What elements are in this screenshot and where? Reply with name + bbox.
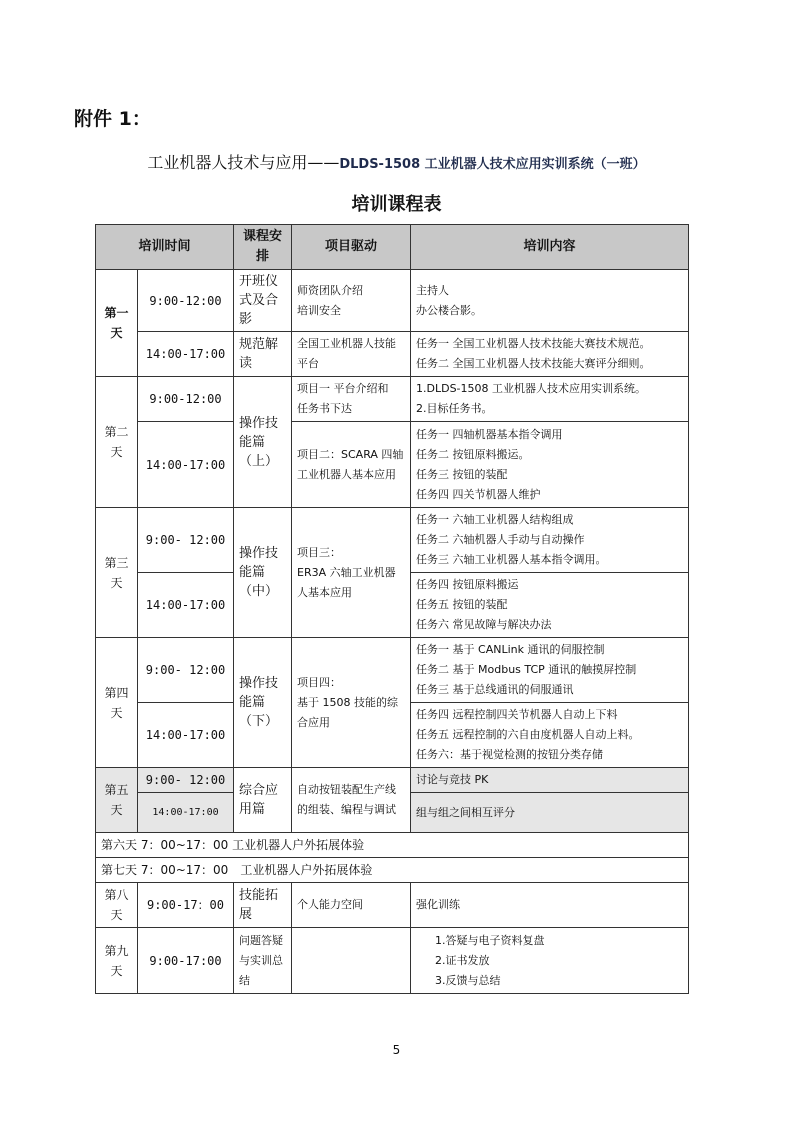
project-line: 基于 1508 技能的综: [297, 695, 399, 709]
project-line: 项目一 平台介绍和: [297, 382, 389, 395]
arrangement-cell: 操作技能篇（上）: [234, 377, 292, 508]
time-slot: 9:00- 12:00: [138, 638, 234, 703]
content-cell: [411, 638, 689, 703]
subtitle-regular: 工业机器人技术与应用——: [147, 153, 340, 172]
table-row: [96, 332, 689, 377]
content-cell: 强化训练: [411, 883, 689, 928]
day-label: 第八天: [96, 883, 138, 928]
arrangement-cell: 开班仪式及合影: [234, 270, 292, 332]
full-row-cell: 第七天 7：00~17：00 工业机器人户外拓展体验: [96, 858, 689, 883]
attachment-label: 附件 1：: [74, 108, 151, 130]
content-line: 任务一 基于 CANLink 通讯的伺服控制: [416, 643, 605, 656]
arrangement-cell: 操作技能篇（下）: [234, 638, 292, 768]
time-slot: 14:00-17:00: [138, 573, 234, 638]
table-row: [96, 508, 689, 573]
content-line: 任务五 远程控制的六自由度机器人自动上料。: [416, 728, 640, 741]
arrangement-cell: 技能拓展: [234, 883, 292, 928]
content-cell: [411, 508, 689, 573]
content-line: 任务二 全国工业机器人技术技能大赛评分细则。: [416, 357, 651, 370]
project-cell: 项目二：SCARA 四轴工业机器人基本应用: [292, 422, 411, 508]
content-line: 任务六：基于视觉检测的按钮分类存储: [416, 748, 604, 761]
table-row: [96, 928, 689, 994]
project-line: 任务书下达: [297, 402, 353, 415]
content-line: 办公楼合影。: [416, 303, 483, 317]
header-row: [96, 225, 689, 270]
project-line: 培训安全: [297, 303, 342, 317]
content-cell: [411, 377, 689, 422]
time-slot: 9:00-12:00: [138, 377, 234, 422]
table-row: [96, 768, 689, 793]
day-label: 第五天: [96, 768, 138, 833]
time-slot: 9:00- 12:00: [138, 768, 234, 793]
day-label: 第九天: [96, 928, 138, 994]
header-project: 项目驱动: [292, 225, 411, 270]
full-row-cell: 第六天 7：00~17：00 工业机器人户外拓展体验: [96, 833, 689, 858]
content-line: 任务五 按钮的装配: [416, 598, 508, 611]
content-line: 任务六 常见故障与解决办法: [416, 618, 552, 631]
schedule-table: [95, 224, 689, 994]
content-line: 任务二 基于 Modbus TCP 通讯的触摸屏控制: [416, 663, 637, 676]
arrangement-cell: 综合应用篇: [234, 768, 292, 833]
time-slot: 14:00-17:00: [138, 422, 234, 508]
project-line: 人基本应用: [297, 585, 353, 599]
time-slot: 9:00-17：00: [138, 883, 234, 928]
content-cell: [411, 270, 689, 332]
content-line: 主持人: [416, 283, 450, 297]
arrangement-cell: 问题答疑与实训总结: [234, 928, 292, 994]
content-line: 2.目标任务书。: [416, 402, 493, 415]
table-row: [96, 638, 689, 703]
content-line: 任务二 按钮原料搬运。: [416, 447, 530, 461]
day-label: 第四天: [96, 638, 138, 768]
table-title: 培训课程表: [351, 194, 442, 215]
content-line: 1.DLDS-1508 工业机器人技术应用实训系统。: [416, 382, 647, 395]
content-line: 任务一 六轴工业机器人结构组成: [416, 513, 574, 526]
table-row: [96, 858, 689, 883]
subtitle-bold: DLDS-1508 工业机器人技术应用实训系统（一班）: [339, 157, 646, 172]
time-slot: 9:00-12:00: [138, 270, 234, 332]
content-line: 任务四 四关节机器人维护: [416, 487, 541, 501]
project-line: 项目三：: [297, 545, 342, 559]
content-cell: [411, 928, 689, 994]
project-line: ER3A 六轴工业机器: [297, 565, 396, 579]
table-row: [96, 833, 689, 858]
time-slot: 14:00-17:00: [138, 703, 234, 768]
time-slot: 14:00-17:00: [138, 332, 234, 377]
page-number: 5: [392, 1043, 401, 1057]
content-cell: [411, 703, 689, 768]
project-cell: [292, 270, 411, 332]
content-line: 任务四 远程控制四关节机器人自动上下料: [416, 708, 618, 721]
content-line: 任务二 六轴机器人手动与自动操作: [416, 533, 585, 546]
header-time: 培训时间: [96, 225, 234, 270]
document-subtitle: [0, 150, 793, 173]
content-line: 3.反馈与总结: [435, 973, 501, 987]
day-label: 第三天: [96, 508, 138, 638]
project-cell: [292, 928, 411, 994]
content-cell: [411, 332, 689, 377]
project-cell: 自动按钮装配生产线的组装、编程与调试: [292, 768, 411, 833]
content-cell: 讨论与竞技 PK: [411, 768, 689, 793]
arrangement-cell: 操作技能篇（中）: [234, 508, 292, 638]
content-line: 任务一 四轴机器基本指令调用: [416, 427, 563, 441]
content-line: 任务三 六轴工业机器人基本指令调用。: [416, 553, 607, 566]
project-line: 项目四：: [297, 675, 342, 689]
table-row: [96, 883, 689, 928]
content-cell: [411, 422, 689, 508]
day-label: 第二天: [96, 377, 138, 508]
content-line: 1.答疑与电子资料复盘: [435, 933, 545, 947]
time-slot: 9:00- 12:00: [138, 508, 234, 573]
project-cell: [292, 508, 411, 638]
project-line: 合应用: [297, 715, 331, 729]
table-row: [96, 377, 689, 422]
table-row: [96, 270, 689, 332]
header-arrangement: 课程安排: [234, 225, 292, 270]
content-cell: 组与组之间相互评分: [411, 793, 689, 833]
content-line: 任务四 按钮原料搬运: [416, 578, 519, 591]
project-cell: [292, 377, 411, 422]
content-line: 任务三 基于总线通讯的伺服通讯: [416, 683, 574, 696]
content-cell: [411, 573, 689, 638]
day-label: 第一天: [96, 270, 138, 377]
time-slot: 14:00-17:00: [138, 793, 234, 833]
content-line: 任务一 全国工业机器人技术技能大赛技术规范。: [416, 337, 651, 350]
time-slot: 9:00-17:00: [138, 928, 234, 994]
table-row: [96, 422, 689, 508]
project-cell: [292, 638, 411, 768]
project-line: 师资团队介绍: [297, 283, 364, 297]
header-content: 培训内容: [411, 225, 689, 270]
project-cell: 个人能力空间: [292, 883, 411, 928]
arrangement-cell: 规范解读: [234, 332, 292, 377]
content-line: 任务三 按钮的装配: [416, 467, 508, 481]
project-cell: 全国工业机器人技能平台: [292, 332, 411, 377]
content-line: 2.证书发放: [435, 953, 490, 967]
